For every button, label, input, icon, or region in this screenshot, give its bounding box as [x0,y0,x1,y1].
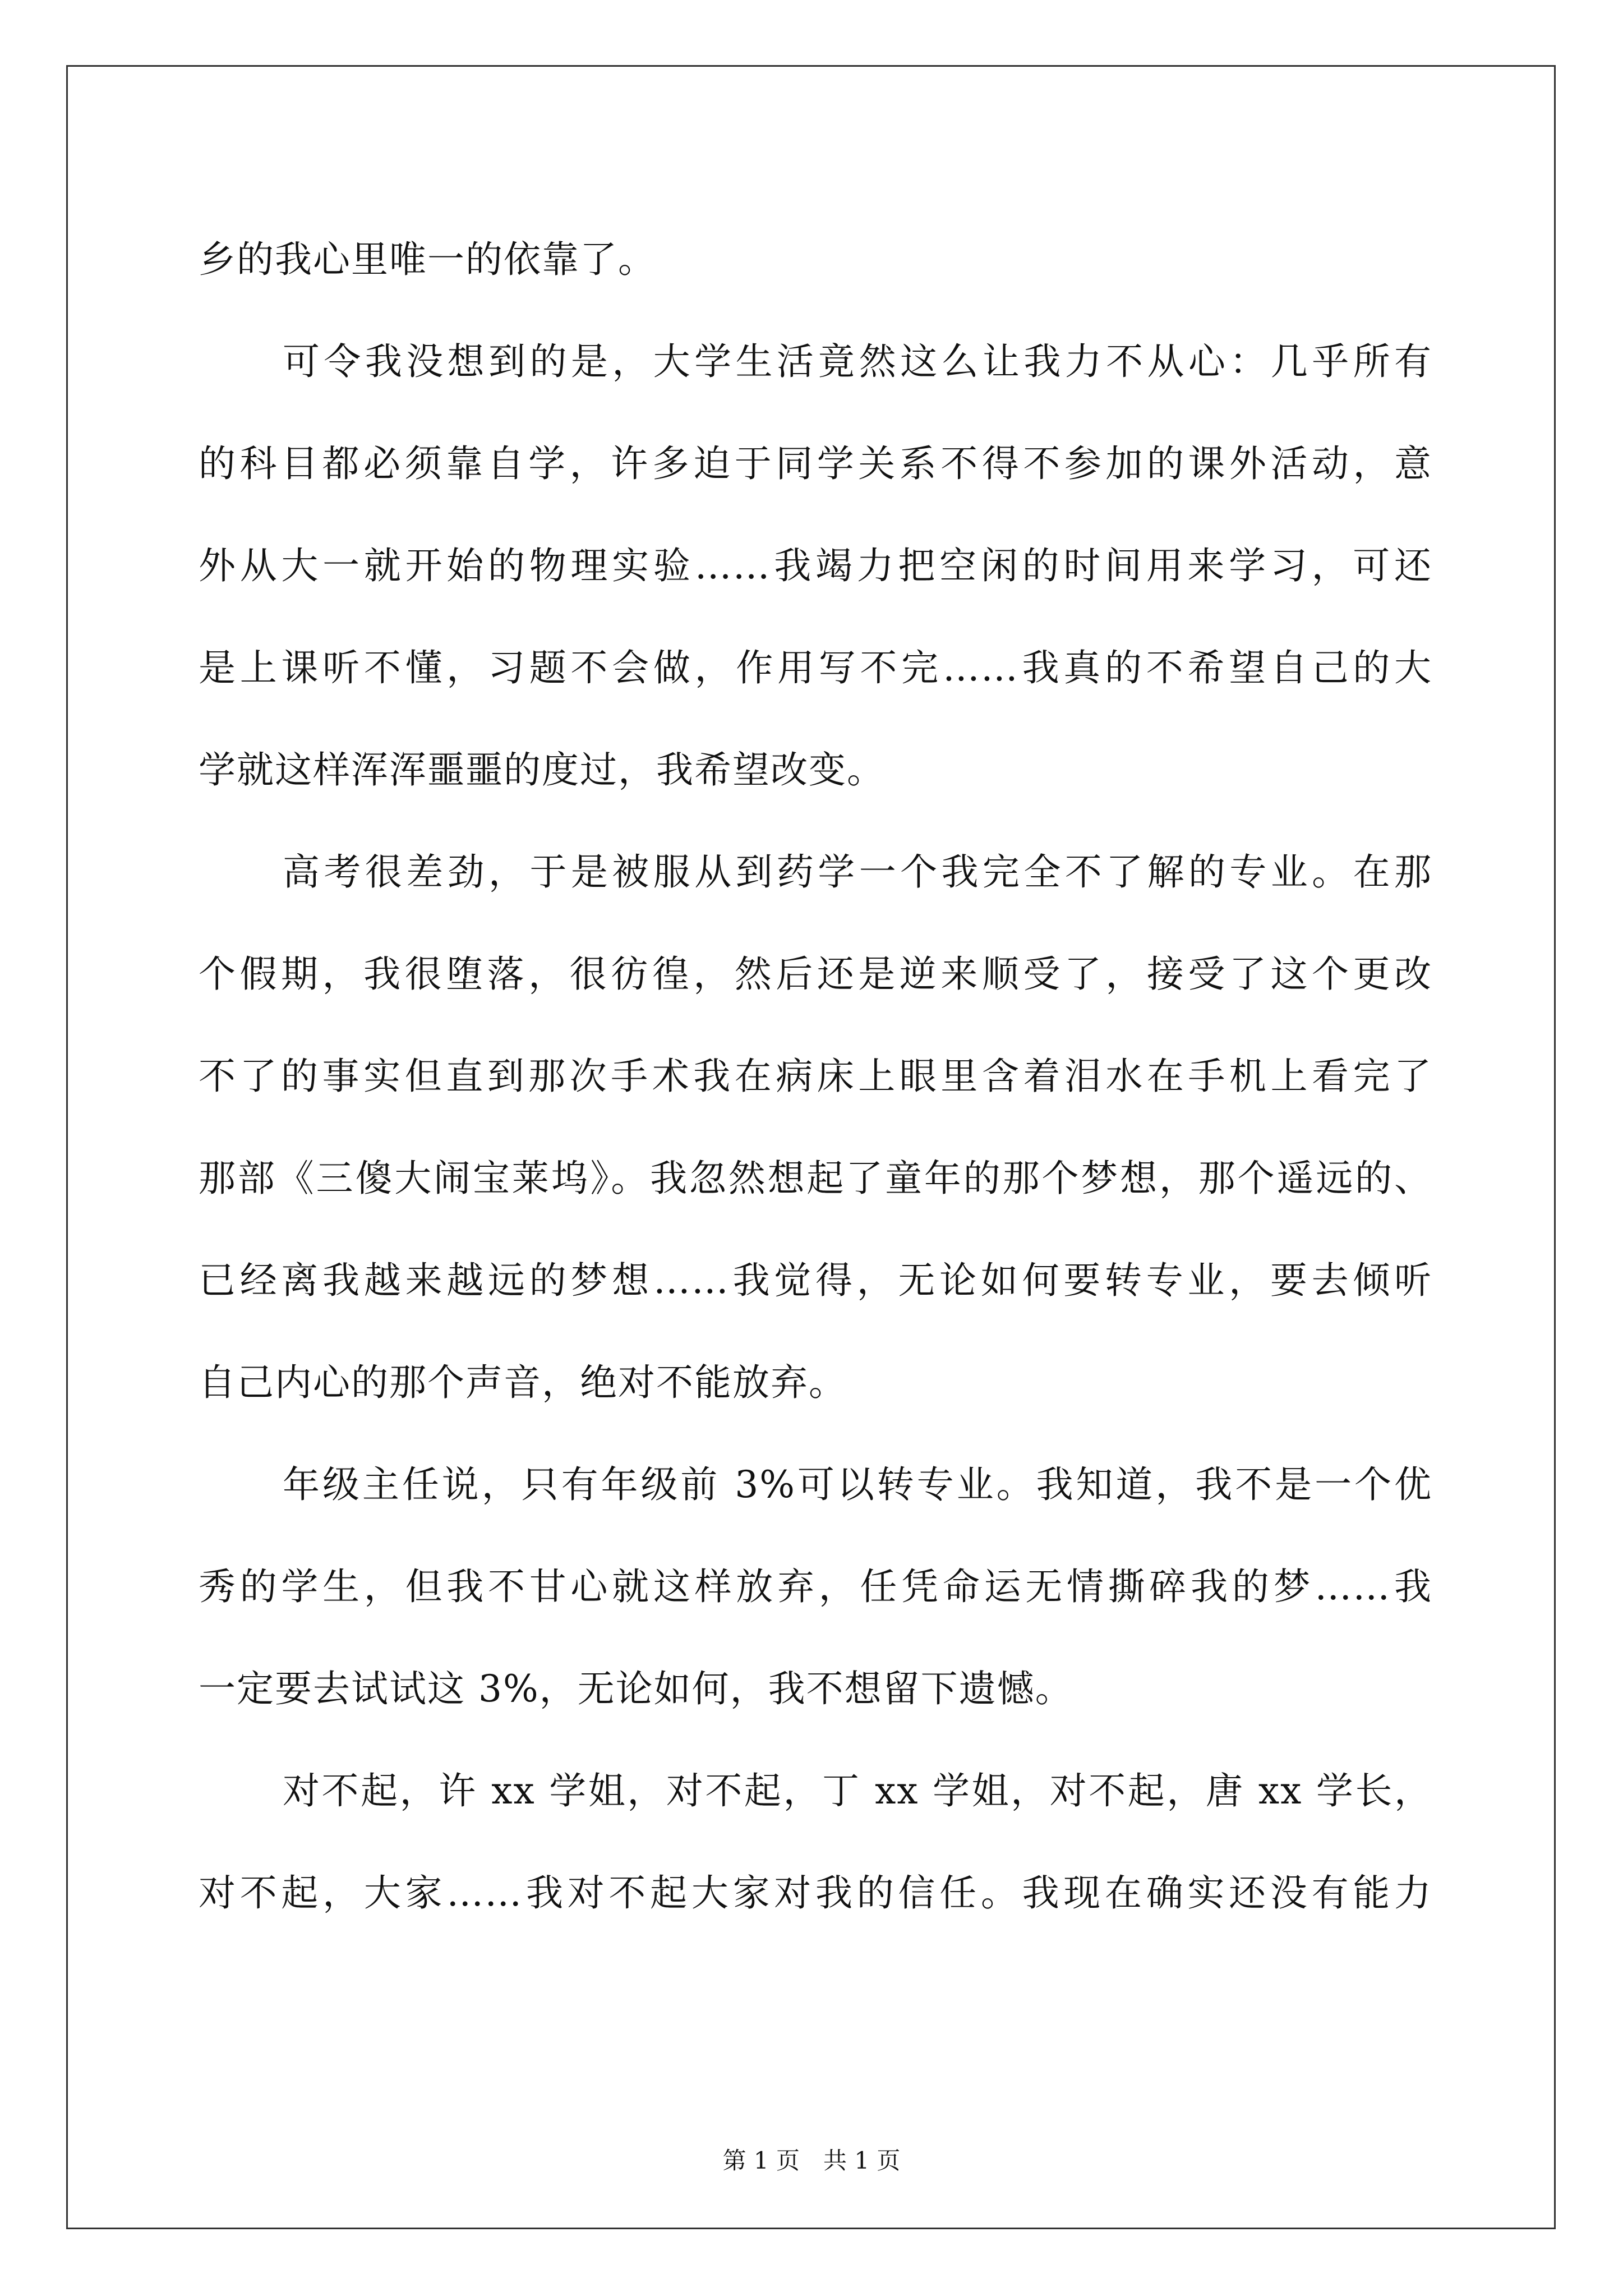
text-line: 已经离我越来越远的梦想……我觉得，无论如何要转专业，要去倾听 [199,1259,1432,1302]
text-line: 外从大一就开始的物理实验……我竭力把空闲的时间用来学习，可还 [199,544,1432,587]
text-line: 对不起，大家……我对不起大家对我的信任。我现在确实还没有能力 [199,1871,1432,1915]
text-line: 秀的学生，但我不甘心就这样放弃，任凭命运无情撕碎我的梦……我 [199,1565,1432,1608]
text-line: 学就这样浑浑噩噩的度过，我希望改变。 [199,748,885,792]
text-line: 一定要去试试这 3%，无论如何，我不想留下遗憾。 [199,1667,1073,1710]
text-line: 那部《三傻大闹宝莱坞》。我忽然想起了童年的那个梦想，那个遥远的、 [199,1157,1432,1200]
paragraph-first-line: 年级主任说，只有年级前 3%可以转专业。我知道，我不是一个优 [283,1463,1432,1506]
paragraph-first-line: 高考很差劲，于是被服从到药学一个我完全不了解的专业。在那 [283,850,1432,894]
text-line: 个假期，我很堕落，很彷徨，然后还是逆来顺受了，接受了这个更改 [199,953,1432,996]
text-line: 不了的事实但直到那次手术我在病床上眼里含着泪水在手机上看完了 [199,1055,1432,1098]
text-line: 自己内心的那个声音，绝对不能放弃。 [199,1361,847,1404]
text-line: 乡的我心里唯一的依靠了。 [199,238,656,281]
text-line: 的科目都必须靠自学，许多迫于同学关系不得不参加的课外活动，意 [199,442,1432,485]
paragraph-first-line: 对不起，许 xx 学姐，对不起，丁 xx 学姐，对不起，唐 xx 学长， [283,1769,1432,1812]
document-body [199,209,1432,1944]
paragraph-first-line: 可令我没想到的是，大学生活竟然这么让我力不从心：几乎所有 [283,340,1432,383]
text-line: 是上课听不懂，习题不会做，作用写不完……我真的不希望自己的大 [199,646,1432,689]
page-footer: 第 1 页 共 1 页 [722,2147,901,2174]
